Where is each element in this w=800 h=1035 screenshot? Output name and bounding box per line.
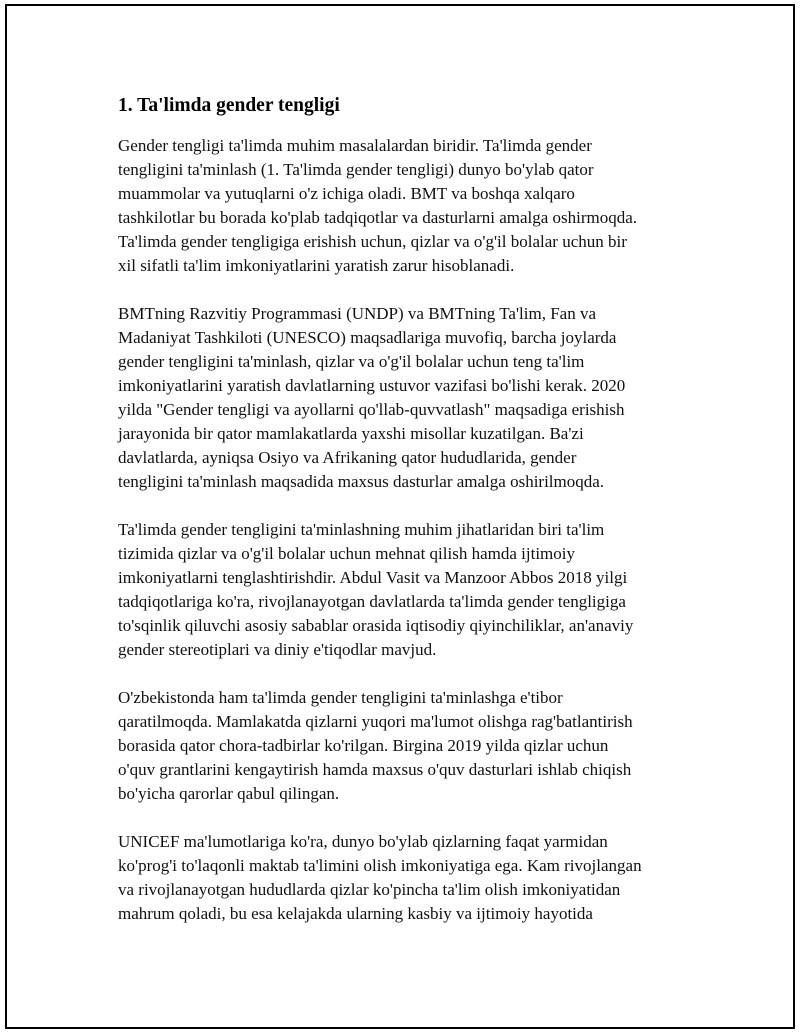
text-line: o'quv grantlarini kengaytirish hamda maxsus o'quv dasturlari ishlab chiqish <box>118 760 632 779</box>
text-line: borasida qator chora-tadbirlar ko'rilgan. Birgina 2019 yilda qizlar uchun <box>118 736 609 755</box>
text-line: muammolar va yutuqlarni o'z ichiga oladi. BMT va boshqa xalqaro <box>118 184 575 203</box>
text-line: tengligini ta'minlash (1. Ta'limda gender tengligi) dunyo bo'ylab qator <box>118 160 594 179</box>
text-line: tashkilotlar bu borada ko'plab tadqiqotlar va dasturlarni amalga oshirmoqda. <box>118 208 638 227</box>
text-line: gender tengligini ta'minlash, qizlar va o'g'il bolalar uchun teng ta'lim <box>118 352 585 371</box>
text-line: jarayonida bir qator mamlakatlarda yaxshi misollar kuzatilgan. Ba'zi <box>118 424 584 443</box>
text-line: gender stereotiplari va diniy e'tiqodlar mavjud. <box>118 640 437 659</box>
text-line: tadqiqotlariga ko'ra, rivojlanayotgan davlatlarda ta'limda gender tengligiga <box>118 592 626 611</box>
text-line: BMTning Razvitiy Programmasi (UNDP) va BMTning Ta'lim, Fan va <box>118 304 596 323</box>
text-line: Ta'limda gender tengligini ta'minlashning muhim jihatlaridan biri ta'lim <box>118 520 605 539</box>
text-line: tizimida qizlar va o'g'il bolalar uchun mehnat qilish hamda ijtimoiy <box>118 544 575 563</box>
text-line: mahrum qoladi, bu esa kelajakda ularning kasbiy va ijtimoiy hayotida <box>118 904 593 923</box>
text-line: to'sqinlik qiluvchi asosiy sabablar orasida iqtisodiy qiyinchiliklar, an'anaviy <box>118 616 634 635</box>
paragraph-2 <box>118 302 690 494</box>
text-line: Ta'limda gender tengligiga erishish uchun, qizlar va o'g'il bolalar uchun bir <box>118 232 627 251</box>
text-line: imkoniyatlarini yaratish davlatlarning ustuvor vazifasi bo'lishi kerak. 2020 <box>118 376 626 395</box>
text-line: UNICEF ma'lumotlariga ko'ra, dunyo bo'ylab qizlarning faqat yarmidan <box>118 832 608 851</box>
text-line: va rivojlanayotgan hududlarda qizlar ko'pincha ta'lim olish imkoniyatidan <box>118 880 621 899</box>
text-line: bo'yicha qarorlar qabul qilingan. <box>118 784 340 803</box>
text-line: ko'prog'i to'laqonli maktab ta'limini olish imkoniyatiga ega. Kam rivojlangan <box>118 856 642 875</box>
text-line: O'zbekistonda ham ta'limda gender tengligini ta'minlashga e'tibor <box>118 688 563 707</box>
text-line: Madaniyat Tashkiloti (UNESCO) maqsadlariga muvofiq, barcha joylarda <box>118 328 617 347</box>
text-line: xil sifatli ta'lim imkoniyatlarini yaratish zarur hisoblanadi. <box>118 256 515 275</box>
paragraph-1 <box>118 134 690 278</box>
text-line: qaratilmoqda. Mamlakatda qizlarni yuqori ma'lumot olishga rag'batlantirish <box>118 712 633 731</box>
paragraph-5 <box>118 830 690 926</box>
document-body <box>118 93 690 950</box>
section-heading: 1. Ta'limda gender tengligi <box>118 95 340 116</box>
text-line: imkoniyatlarni tenglashtirishdir. Abdul Vasit va Manzoor Abbos 2018 yilgi <box>118 568 628 587</box>
text-line: yilda "Gender tengligi va ayollarni qo'llab-quvvatlash" maqsadiga erishish <box>118 400 625 419</box>
paragraph-4 <box>118 686 690 806</box>
text-line: tengligini ta'minlash maqsadida maxsus dasturlar amalga oshirilmoqda. <box>118 472 605 491</box>
paragraph-3 <box>118 518 690 662</box>
text-line: davlatlarda, ayniqsa Osiyo va Afrikaning qator hududlarida, gender <box>118 448 577 467</box>
text-line: Gender tengligi ta'limda muhim masalalardan biridir. Ta'limda gender <box>118 136 592 155</box>
